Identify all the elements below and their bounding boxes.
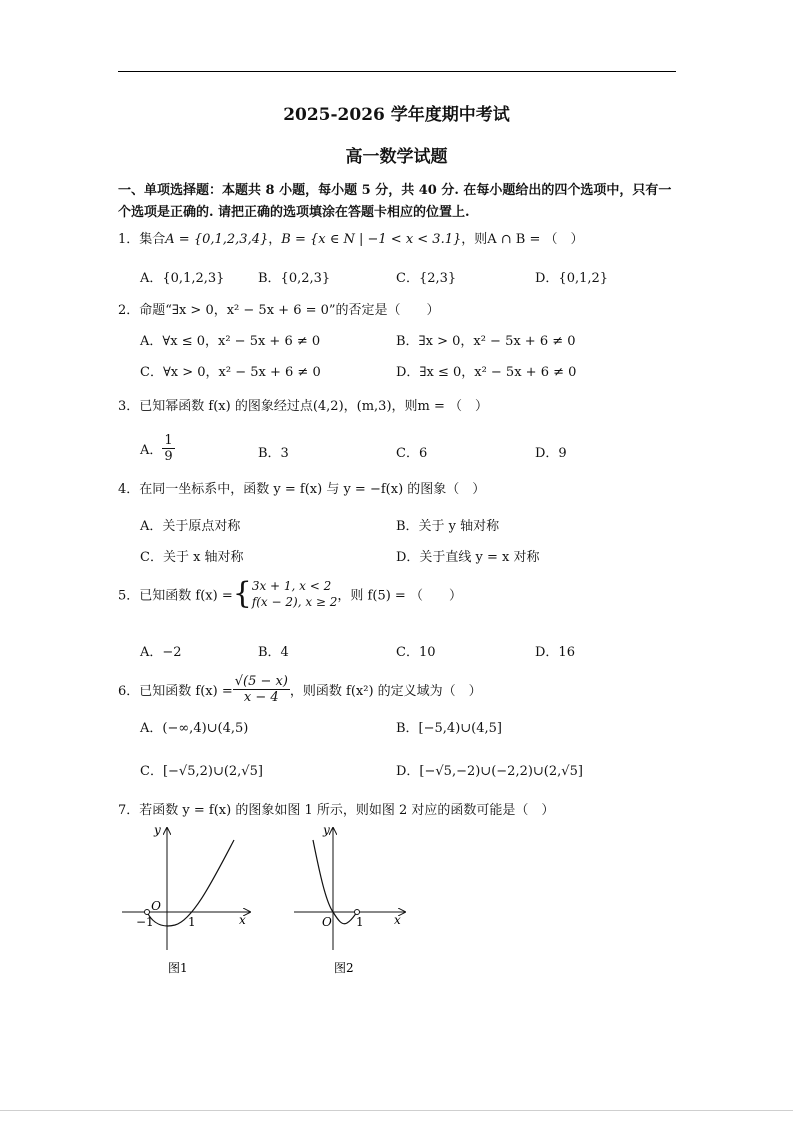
question-5: 5．已知函数 f(x) ={ 3x + 1, x < 2 f(x − 2), x ≥ 2 ，则 f(5) = （ ） [118,576,462,611]
question-7: 7．若函数 y = f(x) 的图象如图 1 所示，则如图 2 对应的函数可能是（ ） [118,803,555,818]
fig1-origin: O [151,899,161,913]
question-6: 6．已知函数 f(x) = $\frac{√(5 - x)}{x - 4}$ ，则函数 f(x²) 的定义域为（ ） [118,674,482,705]
header-rule [118,71,676,72]
fig2-origin: O [322,915,332,929]
exam-title: 2025-2026 学年度期中考试 [283,105,510,125]
q6-option-a[interactable]: A．(−∞,4)∪(4,5) [140,721,249,736]
q3-option-c[interactable]: C．6 [396,446,428,461]
q1-option-a[interactable]: A．{0,1,2,3} [140,271,225,286]
q2-option-a[interactable]: A．∀x ≤ 0，x² − 5x + 6 ≠ 0 [140,334,321,349]
fig2-tick-pos: 1 [356,915,364,929]
footer-rule [0,1110,793,1111]
q1-option-d[interactable]: D．{0,1,2} [535,271,609,286]
exam-subtitle: 高一数学试题 [345,147,448,167]
q2-option-c[interactable]: C．∀x > 0，x² − 5x + 6 ≠ 0 [140,365,321,380]
q5-option-d[interactable]: D．16 [535,645,575,660]
q5-option-b[interactable]: B．4 [258,645,289,660]
q4-option-a[interactable]: A．关于原点对称 [140,519,241,534]
fig1-caption: 图1 [168,961,188,975]
fig2-caption: 图2 [334,961,354,975]
q5-option-c[interactable]: C．10 [396,645,436,660]
q2-option-d[interactable]: D．∃x ≤ 0，x² − 5x + 6 ≠ 0 [396,365,577,380]
fig1-curve [147,840,234,926]
q4-option-b[interactable]: B．关于 y 轴对称 [396,519,500,534]
question-4: 4．在同一坐标系中，函数 y = f(x) 与 y = −f(x) 的图象（ ） [118,482,486,497]
fig1-tick-neg: −1 [136,915,154,929]
section-heading: 一、单项选择题：本题共 8 小题，每小题 5 分，共 40 分. 在每小题给出的四个选项中，只有一个选项是正确的. 请把正确的选项填涂在答题卡相应的位置上. [118,183,672,220]
q2-option-b[interactable]: B．∃x > 0，x² − 5x + 6 ≠ 0 [396,334,576,349]
q6-option-c[interactable]: C．[−√5,2)∪(2,√5] [140,764,263,779]
question-1: 1．集合A = {0,1,2,3,4}，B = {x ∈ N | −1 < x < 3.1}，则A ∩ B = （ ） [118,232,584,247]
fig2-open-point [355,910,360,915]
fig1-tick-pos: 1 [188,915,196,929]
fig2-curve [313,840,357,924]
q6-option-d[interactable]: D．[−√5,−2)∪(−2,2)∪(2,√5] [396,764,583,779]
q4-option-c[interactable]: C．关于 x 轴对称 [140,550,244,565]
fig1-x-label: x [239,913,246,927]
q6-option-b[interactable]: B．[−5,4)∪(4,5] [396,721,502,736]
q3-option-d[interactable]: D．9 [535,446,567,461]
question-2: 2．命题“∃x > 0，x² − 5x + 6 = 0”的否定是（ ） [118,303,440,318]
q3-option-b[interactable]: B．3 [258,446,289,461]
question-3: 3．已知幂函数 f(x) 的图象经过点(4,2)，(m,3)，则m = （ ） [118,399,488,414]
figure-2 [290,820,415,985]
fig1-open-point [145,910,150,915]
fig2-x-label: x [394,913,401,927]
q1-option-b[interactable]: B．{0,2,3} [258,271,331,286]
q4-option-d[interactable]: D．关于直线 y = x 对称 [396,550,540,565]
q5-option-a[interactable]: A．−2 [140,645,182,660]
q1-option-c[interactable]: C．{2,3} [396,271,457,286]
fig1-y-label: y [154,823,161,837]
fig2-y-label: y [323,823,330,837]
q3-option-a[interactable]: A． $\frac{1}{9}$ [140,433,173,464]
figure-1 [118,820,258,985]
